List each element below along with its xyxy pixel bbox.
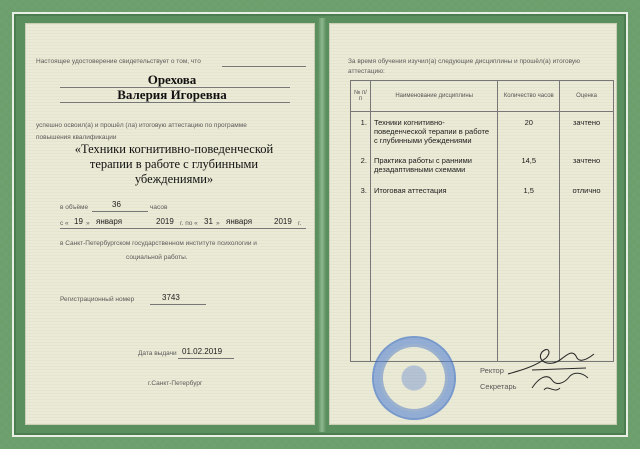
secretary-label: Секретарь <box>480 382 517 391</box>
city: г.Санкт-Петербург <box>148 380 203 387</box>
issue-date-value: 01.02.2019 <box>182 347 223 356</box>
row-grade: зачтено <box>560 112 614 155</box>
to-month: января <box>226 217 253 226</box>
program-title-line1: «Техники когнитивно-поведенческой <box>74 142 274 156</box>
row-hours: 14,5 <box>498 154 560 184</box>
row-hours: 20 <box>498 112 560 155</box>
right-intro-line1: За время обучения изучил(а) следующие дисциплины и прошёл(а) итоговую <box>348 58 581 65</box>
row-name: Практика работы с ранними дезадаптивными схемами <box>370 154 497 184</box>
header-number: № п/п <box>351 81 371 112</box>
row-name: Техники когнитивно-поведенческой терапии в работе с глубинными убеждениями <box>370 112 497 155</box>
volume-suffix: часов <box>150 204 168 211</box>
table-row <box>351 154 614 184</box>
row-number: 2. <box>351 154 371 184</box>
given-names: Валерия Игоревна <box>117 87 227 102</box>
to-suffix: г. <box>298 220 302 227</box>
program-title-line3: убеждениями» <box>134 172 214 186</box>
right-intro-line2: аттестацию: <box>348 68 385 75</box>
reg-number-value: 3743 <box>162 293 180 302</box>
from-year: 2019 <box>156 217 174 226</box>
row-hours: 1,5 <box>498 184 560 197</box>
row-name: Итоговая аттестация <box>370 184 497 197</box>
header-name: Наименование дисциплины <box>370 81 497 112</box>
intro-text: Настоящее удостоверение свидетельствует о том, что <box>36 58 201 65</box>
passed-text-line1: успешно освоил(а) и прошёл (ла) итоговую аттестацию по программе <box>36 122 247 129</box>
official-stamp <box>372 336 456 420</box>
from-day: 19 <box>74 217 83 226</box>
issue-date-label: Дата выдачи <box>138 350 177 357</box>
volume-underline <box>92 211 148 212</box>
row-grade: отлично <box>560 184 614 197</box>
row-grade: зачтено <box>560 154 614 184</box>
issue-date-underline <box>178 358 234 359</box>
row-number: 3. <box>351 184 371 197</box>
rector-label: Ректор <box>480 366 504 375</box>
table-blank-row <box>351 197 614 362</box>
right-page <box>330 24 616 424</box>
to-day: 31 <box>204 217 213 226</box>
dates-underline <box>60 228 306 229</box>
to-mid: » <box>216 220 220 227</box>
table-row <box>351 184 614 197</box>
reg-number-label: Регистрационный номер <box>60 296 135 303</box>
from-year-suffix: г. по « <box>180 220 198 227</box>
header-grade: Оценка <box>560 81 614 112</box>
center-fold <box>318 18 326 432</box>
institute-line1: в Санкт-Петербургском государственном институте психологии и <box>60 240 257 247</box>
volume-value: 36 <box>112 200 121 209</box>
from-month: января <box>96 217 123 226</box>
volume-prefix: в объёме <box>60 204 89 211</box>
disciplines-table <box>350 80 614 362</box>
header-hours: Количество часов <box>498 81 560 112</box>
from-prefix: с « <box>60 220 69 227</box>
surname: Орехова <box>147 72 197 87</box>
given-names-underline <box>60 102 290 103</box>
from-mid: » <box>86 220 90 227</box>
row-number: 1. <box>351 112 371 155</box>
passed-text-line2: повышения квалификации <box>36 134 117 141</box>
secretary-signature <box>526 364 596 396</box>
intro-underline <box>222 66 306 67</box>
left-page <box>26 24 314 424</box>
to-year: 2019 <box>274 217 292 226</box>
table-row <box>351 112 614 155</box>
reg-number-underline <box>150 304 206 305</box>
program-title-line2: терапии в работе с глубинными <box>89 157 259 171</box>
institute-line2: социальной работы. <box>126 254 188 261</box>
